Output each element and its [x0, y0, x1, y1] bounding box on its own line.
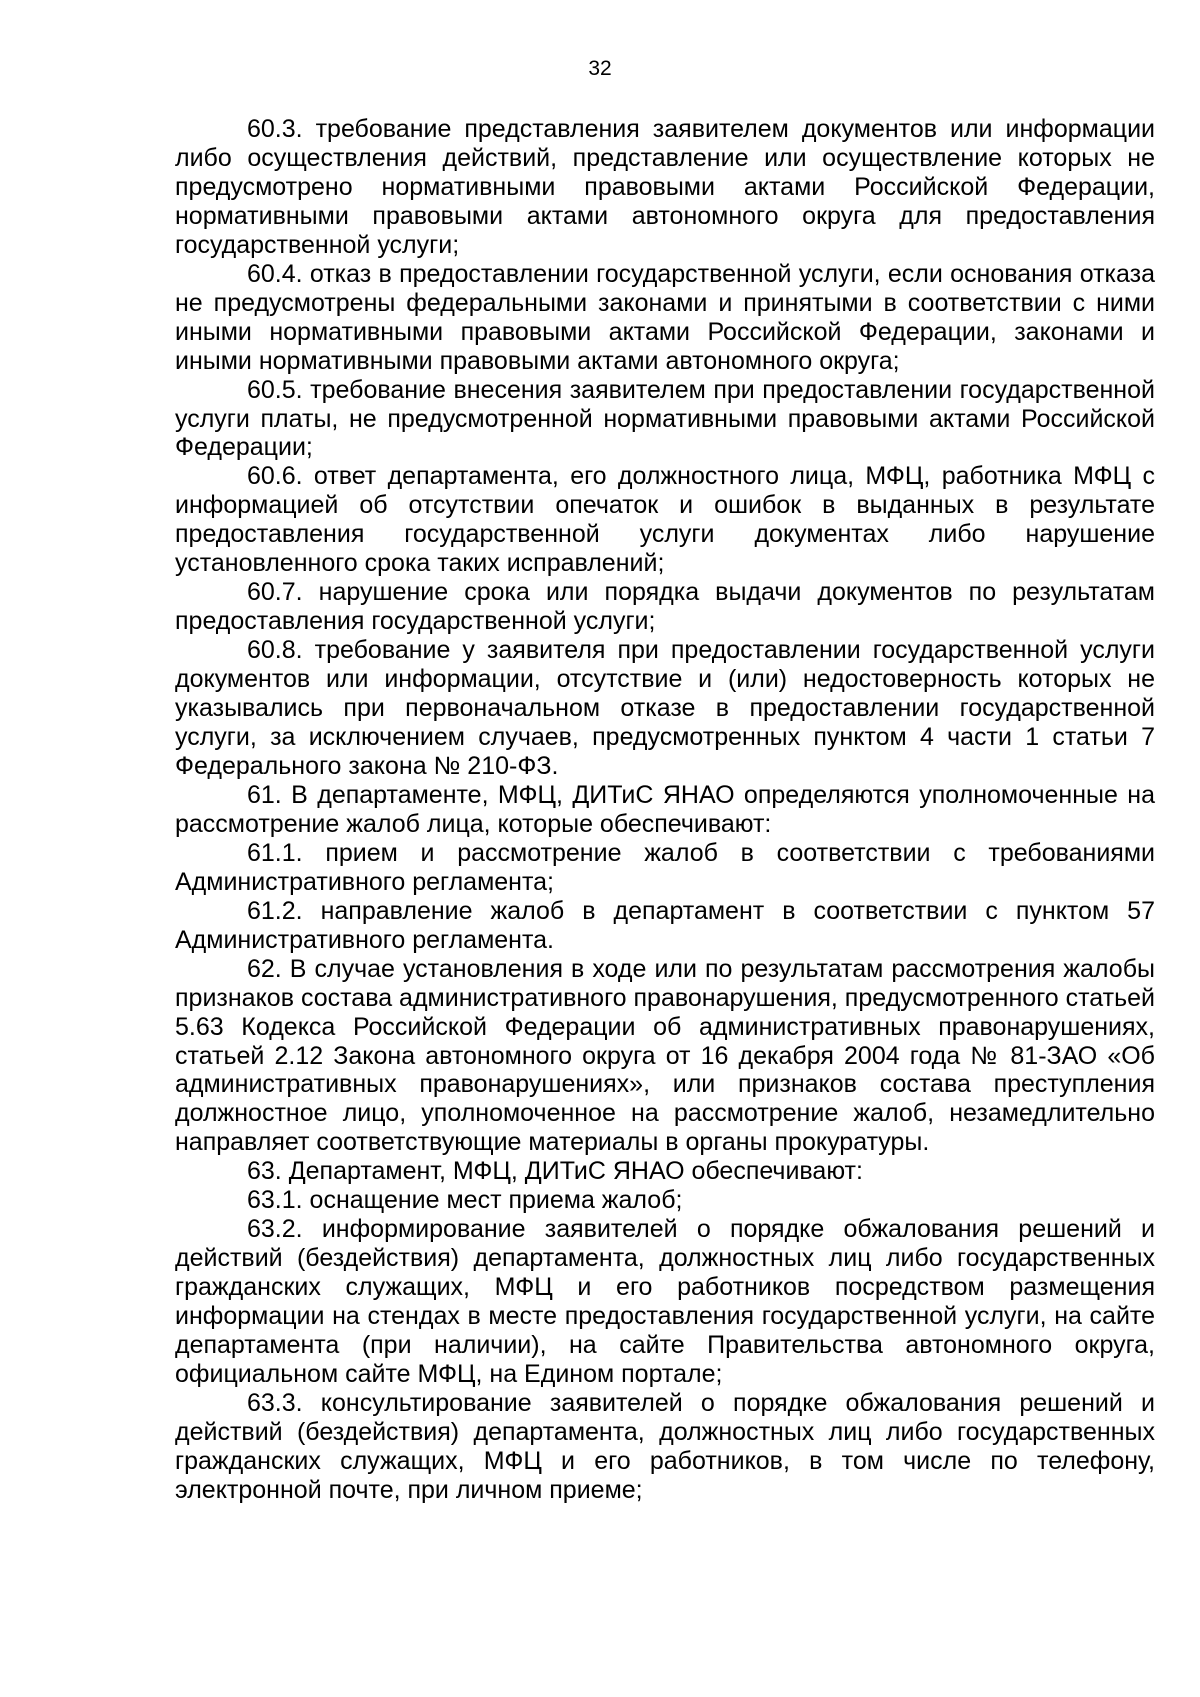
paragraph-60-3: 60.3. требование представления заявителем документов или информации либо осуществления действий, представление или осуществление которых не предусмотрено нормативными правовыми актами Российской Федерации, нормативными правовыми актами автономного округа для предоставления государственной услуги; — [175, 115, 1155, 259]
document-body — [175, 115, 1155, 1505]
paragraph-61-2: 61.2. направление жалоб в департамент в соответствии с пунктом 57 Административного регламента. — [175, 896, 1155, 954]
paragraph-61: 61. В департаменте, МФЦ, ДИТиС ЯНАО определяются уполномоченные на рассмотрение жалоб лица, которые обеспечивают: — [175, 780, 1155, 838]
page-number: 32 — [588, 57, 612, 80]
paragraph-60-8: 60.8. требование у заявителя при предоставлении государственной услуги документов или информации, отсутствие и (или) недостоверность которых не указывались при первоначальном отказе в предоставлении государственной услуги, за исключением случаев, предусмотренных пунктом 4 части 1 статьи 7 Федерального закона № 210-ФЗ. — [175, 636, 1155, 780]
paragraph-60-5: 60.5. требование внесения заявителем при предоставлении государственной услуги платы, не предусмотренной нормативными правовыми актами Российской Федерации; — [175, 375, 1155, 462]
paragraph-63-3: 63.3. консультирование заявителей о порядке обжалования решений и действий (бездействия) департамента, должностных лиц либо государственных гражданских служащих, МФЦ и его работников, в том числе по телефону, электронной почте, при личном приеме; — [175, 1388, 1155, 1504]
paragraph-63: 63. Департамент, МФЦ, ДИТиС ЯНАО обеспечивают: — [247, 1157, 863, 1186]
paragraph-60-7: 60.7. нарушение срока или порядка выдачи документов по результатам предоставления государственной услуги; — [175, 578, 1155, 636]
paragraph-63-2: 63.2. информирование заявителей о порядке обжалования решений и действий (бездействия) департамента, должностных лиц либо государственных гражданских служащих, МФЦ и его работников посредством размещения информации на стендах в месте предоставления государственной услуги, на сайте департамента (при наличии), на сайте Правительства автономного округа, официальном сайте МФЦ, на Едином портале; — [175, 1215, 1155, 1388]
paragraph-63-1: 63.1. оснащение мест приема жалоб; — [247, 1186, 683, 1215]
paragraph-62: 62. В случае установления в ходе или по результатам рассмотрения жалобы признаков состава административного правонарушения, предусмотренного статьей 5.63 Кодекса Российской Федерации об административных правонарушениях, статьей 2.12 Закона автономного округа от 16 декабря 2004 года № 81-ЗАО «Об административных правонарушениях», или признаков состава преступления должностное лицо, уполномоченное на рассмотрение жалоб, незамедлительно направляет соответствующие материалы в органы прокуратуры. — [175, 954, 1155, 1157]
paragraph-60-4: 60.4. отказ в предоставлении государственной услуги, если основания отказа не предусмотрены федеральными законами и принятыми в соответствии с ними иными нормативными правовыми актами Российской Федерации, законами и иными нормативными правовыми актами автономного округа; — [175, 259, 1155, 375]
paragraph-61-1: 61.1. прием и рассмотрение жалоб в соответствии с требованиями Административного регламента; — [175, 838, 1155, 896]
paragraph-60-6: 60.6. ответ департамента, его должностного лица, МФЦ, работника МФЦ с информацией об отсутствии опечаток и ошибок в выданных в результате предоставления государственной услуги документах либо нарушение установленного срока таких исправлений; — [175, 462, 1155, 578]
